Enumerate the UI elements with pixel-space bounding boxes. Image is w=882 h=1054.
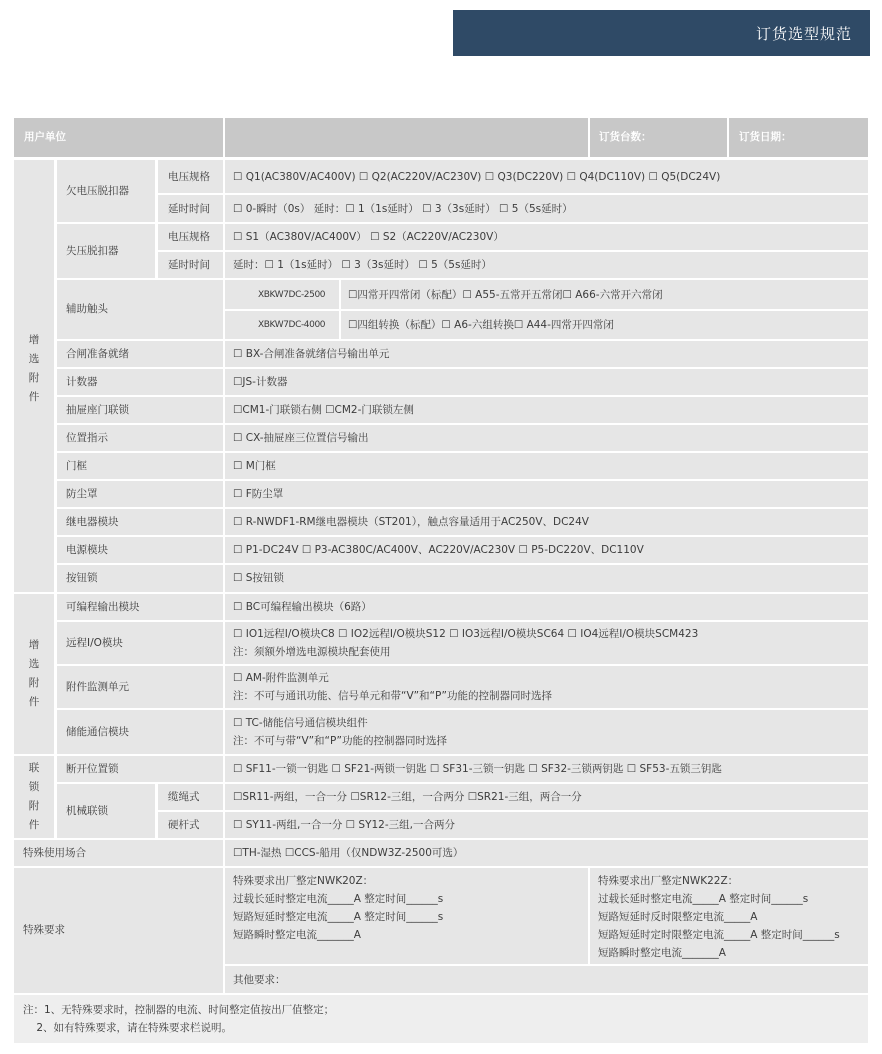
aux-model-2500: XBKW7DC-2500 xyxy=(225,280,339,309)
undervoltage-delay-label: 延时时间 xyxy=(158,195,223,222)
power-module-options[interactable]: ☐ P1-DC24V ☐ P3-AC380C/AC400V、AC220V/AC230V ☐ P5-DC220V、DC110V xyxy=(225,537,868,563)
remote-io-label: 远程I/O模块 xyxy=(57,622,223,664)
undervoltage-spec-label: 电压规格 xyxy=(158,160,223,193)
door-frame-label: 门框 xyxy=(57,453,223,479)
position-indicator-option[interactable]: ☐ CX-抽屉座三位置信号输出 xyxy=(225,425,868,451)
button-lock-option[interactable]: ☐ S按钮锁 xyxy=(225,565,868,592)
closing-ready-label: 合闸准备就绪 xyxy=(57,341,223,367)
banner-title: 订货选型规范 xyxy=(755,25,852,43)
loss-voltage-delay-options[interactable]: 延时：☐ 1（1s延时） ☐ 3（3s延时） ☐ 5（5s延时） xyxy=(225,252,868,278)
relay-module-label: 继电器模块 xyxy=(57,509,223,535)
aux-contacts-label: 辅助触头 xyxy=(57,280,223,339)
special-requirements-label: 特殊要求 xyxy=(14,868,223,993)
cable-type-label: 缆绳式 xyxy=(158,784,223,810)
group-label-optional-accessories-2: 增选附件 xyxy=(14,594,54,754)
special-use-options[interactable]: ☐TH-湿热 ☐CCS-船用（仅NDW3Z-2500可选） xyxy=(225,840,868,866)
rod-type-label: 硬杆式 xyxy=(158,812,223,838)
aux-options-2500[interactable]: ☐四常开四常闭（标配）☐ A55-五常开五常闭☐ A66-六常开六常闭 xyxy=(341,280,868,309)
loss-voltage-delay-label: 延时时间 xyxy=(158,252,223,278)
open-position-lock-options[interactable]: ☐ SF11-一锁一钥匙 ☐ SF21-两锁一钥匙 ☐ SF31-三锁一钥匙 ☐ SF32-三锁两钥匙 ☐ SF53-五锁三钥匙 xyxy=(225,756,868,782)
other-requirements-field[interactable]: 其他要求： xyxy=(225,966,868,993)
notes-box xyxy=(14,995,868,1043)
special-use-label: 特殊使用场合 xyxy=(14,840,223,866)
counter-label: 计数器 xyxy=(57,369,223,395)
drawer-door-interlock-label: 抽屉座门联锁 xyxy=(57,397,223,423)
loss-voltage-spec-label: 电压规格 xyxy=(158,224,223,250)
undervoltage-delay-options[interactable]: ☐ 0-瞬时（0s） 延时：☐ 1（1s延时） ☐ 3（3s延时） ☐ 5（5s延时） xyxy=(225,195,868,222)
group-label-interlock-accessories: 联锁附件 xyxy=(14,756,54,838)
title-banner xyxy=(453,10,870,56)
dust-cover-label: 防尘罩 xyxy=(57,481,223,507)
loss-voltage-spec-options[interactable]: ☐ S1（AC380V/AC400V） ☐ S2（AC220V/AC230V） xyxy=(225,224,868,250)
power-module-label: 电源模块 xyxy=(57,537,223,563)
undervoltage-release-label: 欠电压脱扣器 xyxy=(57,160,155,222)
accessory-monitor-options[interactable]: ☐ AM-附件监测单元 注：不可与通讯功能、信号单元和带“V”和“P”功能的控制器同时选择 xyxy=(225,666,868,708)
note-line-2: 2、如有特殊要求，请在特殊要求栏说明。 xyxy=(23,1022,233,1034)
header-order-date: 订货日期： xyxy=(729,118,868,157)
accessory-monitor-label: 附件监测单元 xyxy=(57,666,223,708)
door-frame-option[interactable]: ☐ M门框 xyxy=(225,453,868,479)
aux-options-4000[interactable]: ☐四组转换（标配）☐ A6-六组转换☐ A44-四常开四常闭 xyxy=(341,311,868,339)
open-position-lock-label: 断开位置锁 xyxy=(57,756,223,782)
programmable-output-label: 可编程输出模块 xyxy=(57,594,223,620)
cable-type-options[interactable]: ☐SR11-两组，一合一分 ☐SR12-三组，一合两分 ☐SR21-三组，两合一分 xyxy=(225,784,868,810)
header-user-unit: 用户单位 xyxy=(14,118,223,157)
special-requirements-nwk20z[interactable]: 特殊要求出厂整定NWK20Z： 过载长延时整定电流_____A 整定时间______s 短路短延时整定电流_____A 整定时间______s 短路瞬时整定电流_______A xyxy=(225,868,588,964)
dust-cover-option[interactable]: ☐ F防尘罩 xyxy=(225,481,868,507)
storage-comm-label: 储能通信模块 xyxy=(57,710,223,754)
programmable-output-option[interactable]: ☐ BC可编程输出模块（6路） xyxy=(225,594,868,620)
undervoltage-spec-options[interactable]: ☐ Q1(AC380V/AC400V) ☐ Q2(AC220V/AC230V) ☐ Q3(DC220V) ☐ Q4(DC110V) ☐ Q5(DC24V) xyxy=(225,160,868,193)
rod-type-options[interactable]: ☐ SY11-两组,一合一分 ☐ SY12-三组,一合两分 xyxy=(225,812,868,838)
group-label-optional-accessories-1: 增选附件 xyxy=(14,160,54,592)
counter-option[interactable]: ☐JS-计数器 xyxy=(225,369,868,395)
aux-model-4000: XBKW7DC-4000 xyxy=(225,311,339,339)
special-requirements-nwk22z[interactable]: 特殊要求出厂整定NWK22Z： 过载长延时整定电流_____A 整定时间______s 短路短延时反时限整定电流_____A 短路短延时定时限整定电流_____A 整定时间______s 短路瞬时整定电流_______A xyxy=(590,868,868,964)
position-indicator-label: 位置指示 xyxy=(57,425,223,451)
button-lock-label: 按钮锁 xyxy=(57,565,223,592)
closing-ready-option[interactable]: ☐ BX-合闸准备就绪信号输出单元 xyxy=(225,341,868,367)
header-order-qty: 订货台数： xyxy=(590,118,727,157)
drawer-door-interlock-options[interactable]: ☐CM1-门联锁右侧 ☐CM2-门联锁左侧 xyxy=(225,397,868,423)
relay-module-option[interactable]: ☐ R-NWDF1-RM继电器模块（ST201），触点容量适用于AC250V、DC24V xyxy=(225,509,868,535)
header-user-unit-field[interactable] xyxy=(225,118,588,157)
mechanical-interlock-label: 机械联锁 xyxy=(57,784,155,838)
remote-io-options[interactable]: ☐ IO1远程I/O模块C8 ☐ IO2远程I/O模块S12 ☐ IO3远程I/O模块SC64 ☐ IO4远程I/O模块SCM423 注：须额外增选电源模块配套使用 xyxy=(225,622,868,664)
loss-voltage-release-label: 失压脱扣器 xyxy=(57,224,155,278)
storage-comm-options[interactable]: ☐ TC-储能信号通信模块组件 注：不可与带“V”和“P”功能的控制器同时选择 xyxy=(225,710,868,754)
note-line-1: 注：1、无特殊要求时，控制器的电流、时间整定值按出厂值整定； xyxy=(23,1004,335,1016)
